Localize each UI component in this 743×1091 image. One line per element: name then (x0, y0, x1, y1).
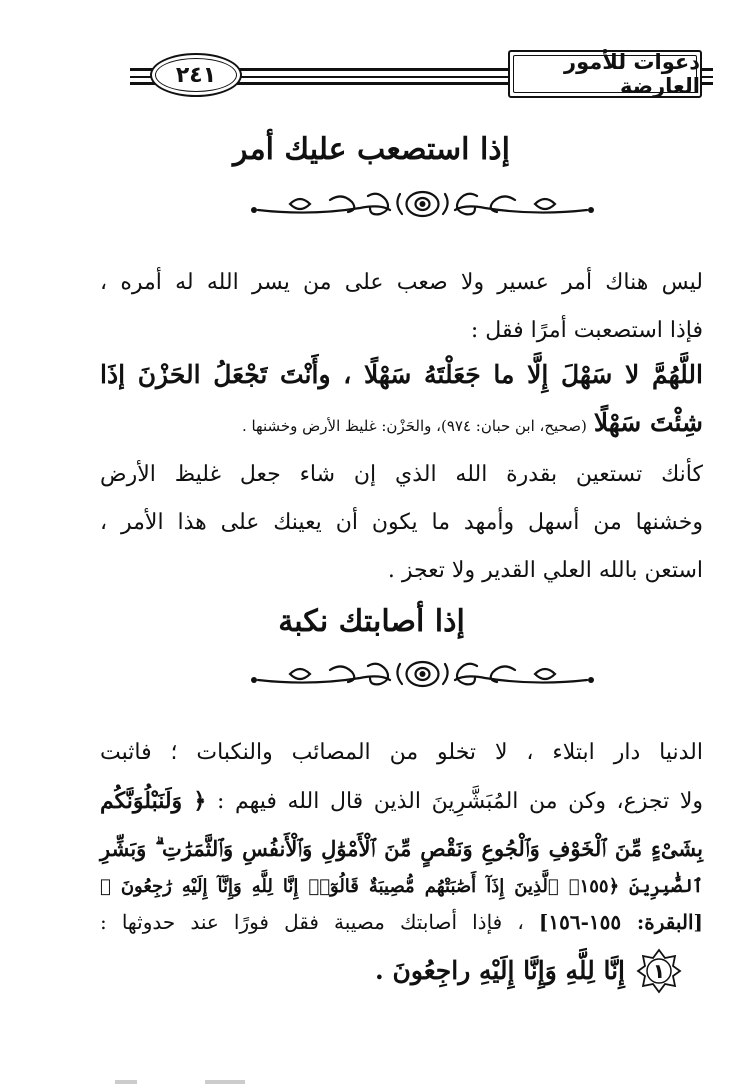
running-header-title: دعوات للأمور العارضة (508, 50, 702, 98)
paragraph-line: الدنيا دار ابتلاء ، لا تخلو من المصائب والنكبات ؛ فاثبت (100, 740, 703, 765)
citation-note: (صحيح، ابن حبان: ٩٧٤)، والحَزْن: غليظ الأرض وخشنها . (241, 417, 587, 435)
paragraph-line: استعن بالله العلي القدير ولا تعجز . (387, 558, 703, 583)
section-heading: إذا استصعب عليك أمر (233, 132, 510, 167)
dua-line-with-note (100, 408, 703, 437)
paragraph-line: وخشنها من أسهل وأمهد ما يكون أن يعينك على هذا الأمر ، (100, 510, 703, 535)
dua-text: إِنَّا لِلَّهِ وَإِنَّا إِلَيْهِ راجِعُونَ . (375, 956, 625, 985)
page-number: ٢٤١ (150, 53, 242, 97)
paragraph-text: ولا تجزع، وكن من المُبَشَّرِينَ الذين قال الله فيهم : (216, 789, 704, 814)
paragraph-line (100, 788, 703, 814)
scan-mark (115, 1080, 137, 1084)
quran-reference: [البقرة: ١٥٥-١٥٦] (538, 910, 704, 934)
dua-text: اللَّهُمَّ لا سَهْلَ إِلَّا ما جَعَلْتَهُ سَهْلًا ، وأَنْتَ تَجْعَلُ الحَزْنَ إذَا (100, 360, 703, 389)
paragraph-line: كأنك تستعين بقدرة الله الذي إن شاء جعل غليظ الأرض (100, 462, 703, 487)
paragraph-line: ليس هناك أمر عسير ولا صعب على من يسر الله له أمره ، (100, 270, 703, 295)
dua-text: شِئْتَ سَهْلًا (593, 408, 703, 437)
paragraph-text: ، فإذا أصابتك مصيبة فقل فورًا عند حدوثها : (100, 910, 524, 934)
ornament-divider-icon (250, 656, 595, 692)
quran-quote: ٱلصَّٰبِرِينَ ﴿١٥٥﴾ ٱلَّذِينَ إِذَآ أَصَٰبَتْهُم مُّصِيبَةٌ قَالُوٓا۟ إِنَّا لِلَّهِ وَإِنَّآ إِلَيْهِ رَٰجِعُونَ ﴾ (100, 876, 703, 897)
paragraph-line: فإذا استصعبت أمرًا فقل : (470, 318, 703, 343)
scan-mark (205, 1080, 245, 1084)
quran-quote: بِشَىْءٍ مِّنَ ٱلْخَوْفِ وَٱلْجُوعِ وَنَقْصٍ مِّنَ ٱلْأَمْوَٰلِ وَٱلْأَنفُسِ وَٱلثَّمَرَٰتِ ۗ وَبَشِّرِ (100, 836, 703, 861)
dua-number: ١ (652, 959, 666, 983)
quran-quote: ﴿ وَلَنَبْلُوَنَّكُم (100, 788, 207, 814)
paragraph-line (100, 910, 703, 934)
section-heading: إذا أصابتك نكبة (278, 604, 465, 639)
ornament-divider-icon (250, 186, 595, 222)
